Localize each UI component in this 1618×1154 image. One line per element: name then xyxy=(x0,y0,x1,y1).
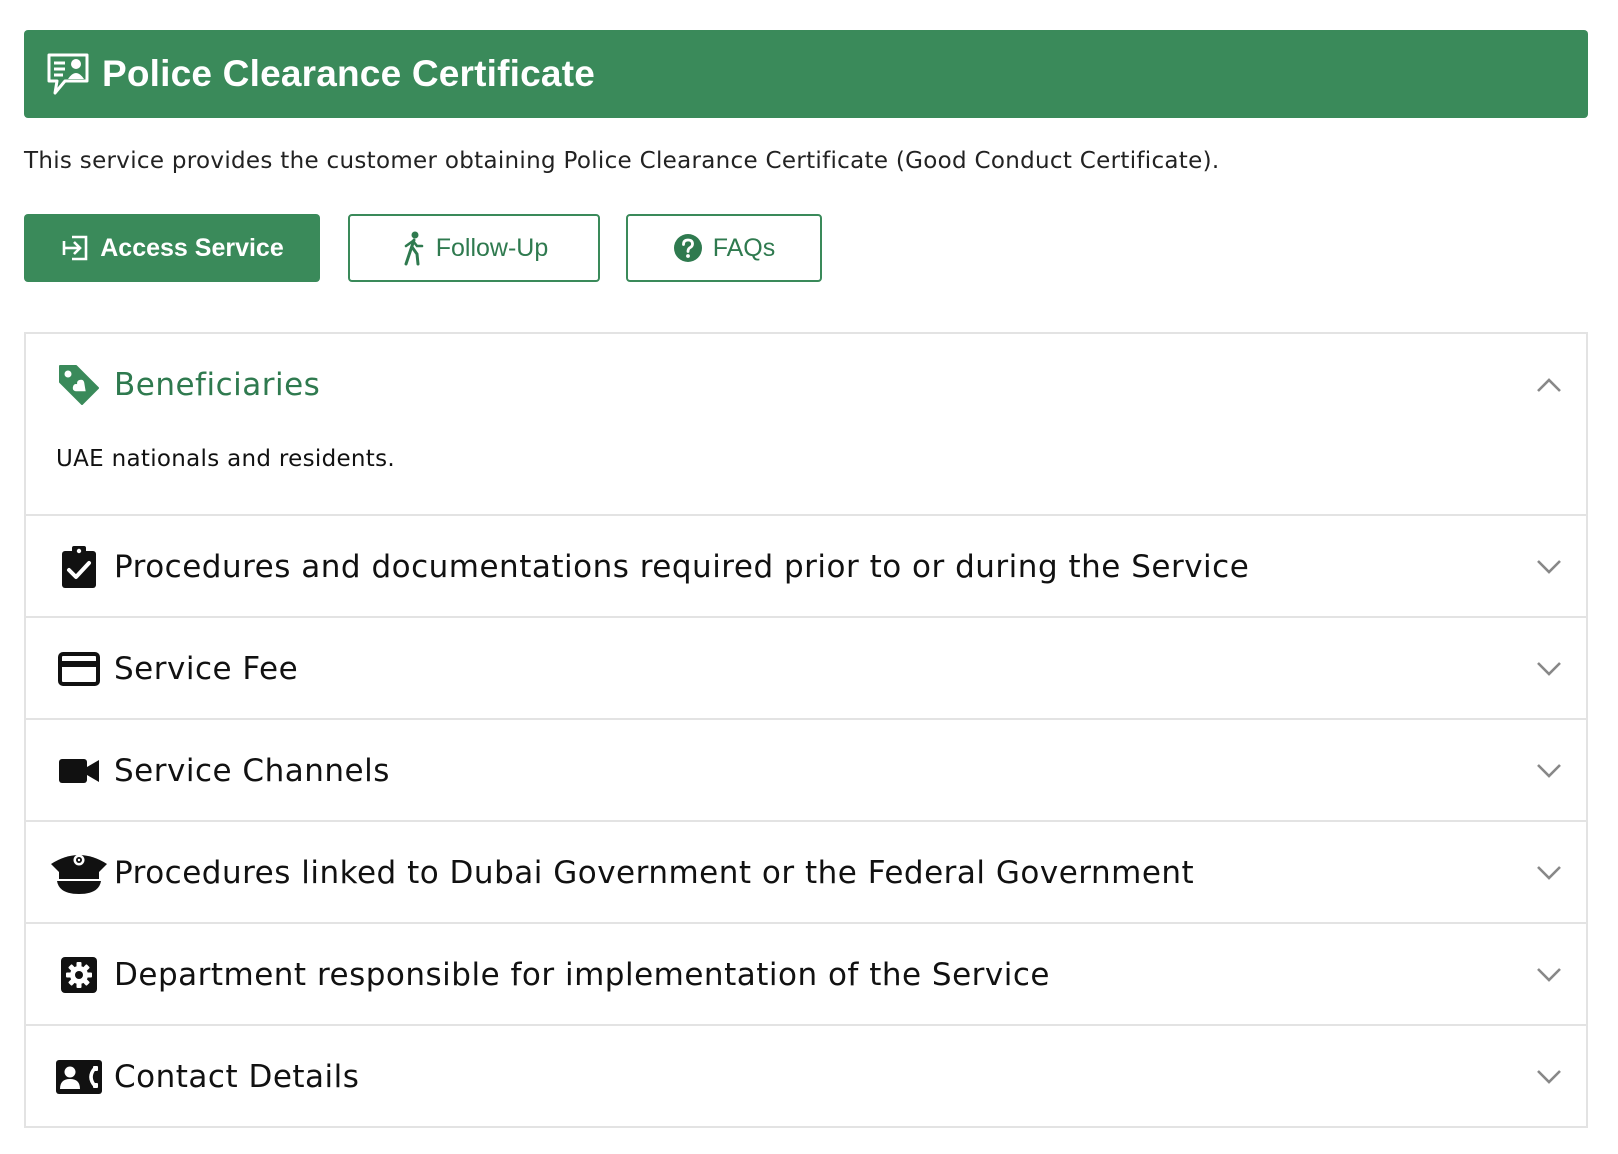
chevron-up-icon[interactable] xyxy=(1534,370,1564,400)
accordion-item-service-channels xyxy=(26,720,1586,822)
clipboard-check-icon xyxy=(44,532,114,602)
follow-up-label: Follow-Up xyxy=(435,233,549,262)
accordion-title-linked-procedures: Procedures linked to Dubai Government or the Federal Government xyxy=(114,855,1195,891)
faqs-button[interactable] xyxy=(626,214,822,282)
accordion-header-department[interactable] xyxy=(26,924,1586,1026)
accordion-title-department: Department responsible for implementation of the Service xyxy=(114,957,1050,993)
police-cap-icon xyxy=(44,838,114,908)
accordion-title-service-fee: Service Fee xyxy=(114,651,299,687)
accordion-content-beneficiaries: UAE nationals and residents. xyxy=(56,446,396,472)
accordion-header-contact-details[interactable] xyxy=(26,1026,1586,1128)
chevron-down-icon[interactable] xyxy=(1534,756,1564,786)
credit-card-icon xyxy=(44,634,114,704)
certificate-chat-icon xyxy=(42,48,94,100)
follow-up-button[interactable] xyxy=(348,214,600,282)
accordion-item-procedures xyxy=(26,516,1586,618)
sign-in-icon xyxy=(60,233,90,263)
page-header xyxy=(24,30,1588,118)
accordion-item-contact-details xyxy=(26,1026,1586,1128)
faqs-label: FAQs xyxy=(712,233,776,262)
chevron-down-icon[interactable] xyxy=(1534,858,1564,888)
video-camera-icon xyxy=(44,736,114,806)
access-service-label: Access Service xyxy=(100,233,284,262)
accordion-title-beneficiaries: Beneficiaries xyxy=(114,367,321,403)
chevron-down-icon[interactable] xyxy=(1534,1062,1564,1092)
service-description: This service provides the customer obtaining Police Clearance Certificate (Good Conduct Certificate). xyxy=(24,148,1220,174)
accordion-item-linked-procedures xyxy=(26,822,1586,924)
accordion-title-service-channels: Service Channels xyxy=(114,753,390,789)
accordion-item-department xyxy=(26,924,1586,1026)
chevron-down-icon[interactable] xyxy=(1534,960,1564,990)
chevron-down-icon[interactable] xyxy=(1534,552,1564,582)
accordion-title-procedures: Procedures and documentations required prior to or during the Service xyxy=(114,549,1250,585)
page-title: Police Clearance Certificate xyxy=(102,53,595,94)
gear-square-icon xyxy=(44,940,114,1010)
accordion-item-service-fee xyxy=(26,618,1586,720)
question-circle-icon xyxy=(673,233,703,263)
accordion-title-contact-details: Contact Details xyxy=(114,1059,360,1095)
contact-card-icon xyxy=(44,1042,114,1112)
tag-heart-icon xyxy=(44,350,114,420)
service-details-accordion xyxy=(24,332,1588,1128)
accordion-header-procedures[interactable] xyxy=(26,516,1586,618)
accordion-item-beneficiaries xyxy=(26,334,1586,516)
accordion-header-beneficiaries[interactable] xyxy=(26,334,1586,436)
access-service-button[interactable] xyxy=(24,214,320,282)
chevron-down-icon[interactable] xyxy=(1534,654,1564,684)
accordion-header-service-fee[interactable] xyxy=(26,618,1586,720)
accordion-header-linked-procedures[interactable] xyxy=(26,822,1586,924)
accordion-header-service-channels[interactable] xyxy=(26,720,1586,822)
walking-icon xyxy=(400,230,426,266)
